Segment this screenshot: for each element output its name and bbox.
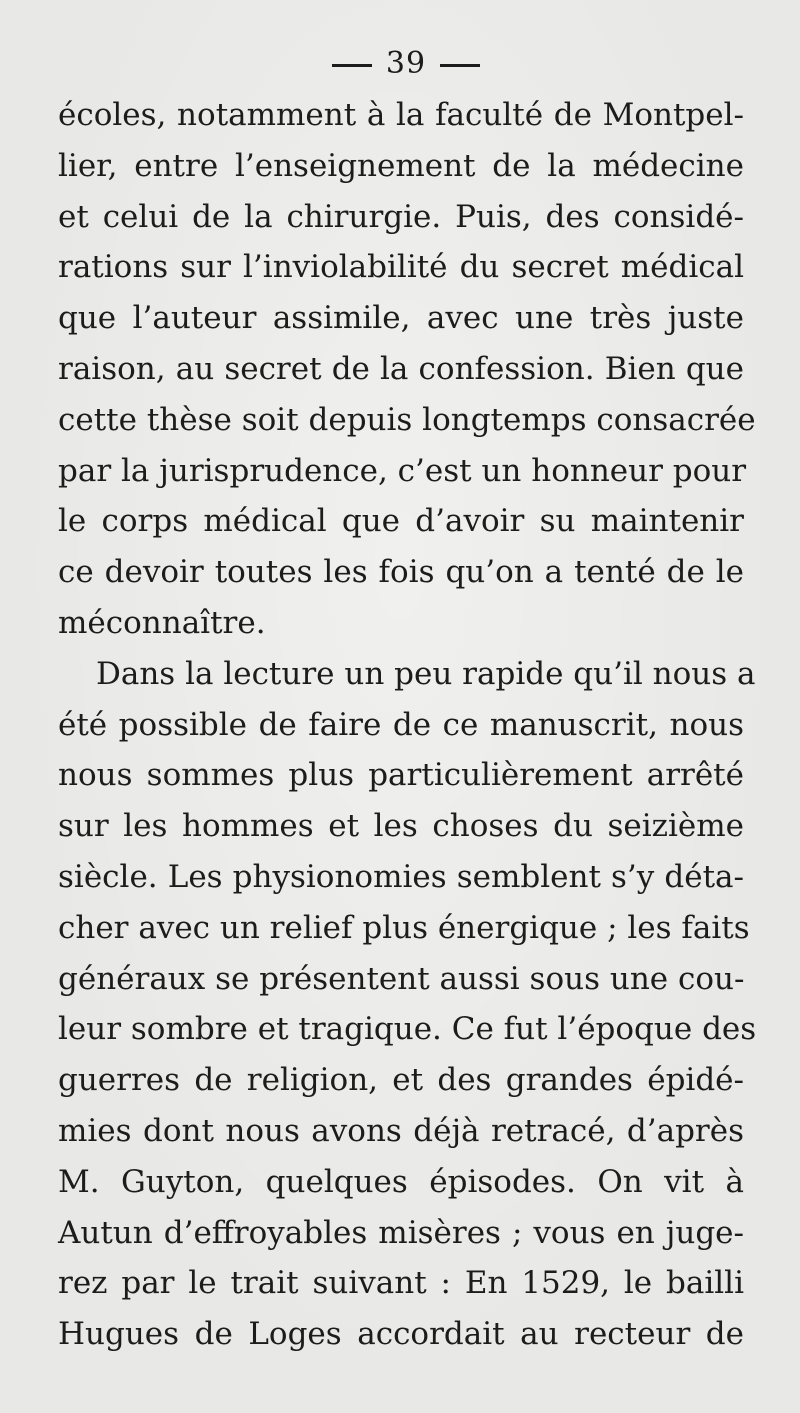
- text-line: ce devoir toutes les fois qu’on a tenté de le: [58, 554, 744, 591]
- text-line: cher avec un relief plus énergique ; les faits: [58, 909, 750, 946]
- text-line: par la jurisprudence, c’est un honneur pour: [58, 452, 747, 489]
- paragraph-1: [58, 90, 756, 649]
- text-line: rations sur l’inviolabilité du secret médical: [58, 249, 744, 286]
- page-header: [68, 42, 744, 86]
- text-line: guerres de religion, et des grandes épidé-: [58, 1062, 744, 1099]
- text-line: M. Guyton, quelques épisodes. On vit à: [58, 1163, 744, 1200]
- header-dash-left: [332, 64, 372, 67]
- text-line: lier, entre l’enseignement de la médecine: [58, 147, 744, 184]
- text-line: méconnaître.: [58, 604, 266, 641]
- text-line: nous sommes plus particulièrement arrêté: [58, 757, 744, 794]
- body-text: [58, 90, 757, 1360]
- text-line: mies dont nous avons déjà retracé, d’après: [58, 1112, 744, 1149]
- text-line: raison, au secret de la confession. Bien que: [58, 350, 744, 387]
- text-line: rez par le trait suivant : En 1529, le bailli: [58, 1265, 744, 1302]
- page-number: 39: [385, 46, 427, 81]
- text-line: leur sombre et tragique. Ce fut l’époque des: [58, 1011, 757, 1048]
- text-line: que l’auteur assimile, avec une très juste: [58, 300, 744, 337]
- text-line: et celui de la chirurgie. Puis, des considé-: [58, 198, 744, 235]
- text-line: été possible de faire de ce manuscrit, nous: [58, 706, 744, 743]
- text-line: écoles, notamment à la faculté de Montpel-: [58, 97, 744, 133]
- text-line: Hugues de Loges accordait au recteur de: [58, 1316, 744, 1353]
- text-line: Dans la lecture un peu rapide qu’il nous a: [96, 655, 756, 692]
- text-line: Autun d’effroyables misères ; vous en juge-: [58, 1214, 744, 1251]
- text-line: sur les hommes et les choses du seizième: [58, 808, 744, 845]
- header-dash-right: [440, 64, 480, 67]
- paragraph-2: [58, 649, 757, 1360]
- text-line: généraux se présentent aussi sous une cou-: [58, 960, 745, 997]
- text-line: cette thèse soit depuis longtemps consacrée: [58, 401, 756, 438]
- text-line: siècle. Les physionomies semblent s’y déta-: [58, 858, 744, 895]
- text-line: le corps médical que d’avoir su maintenir: [58, 503, 744, 540]
